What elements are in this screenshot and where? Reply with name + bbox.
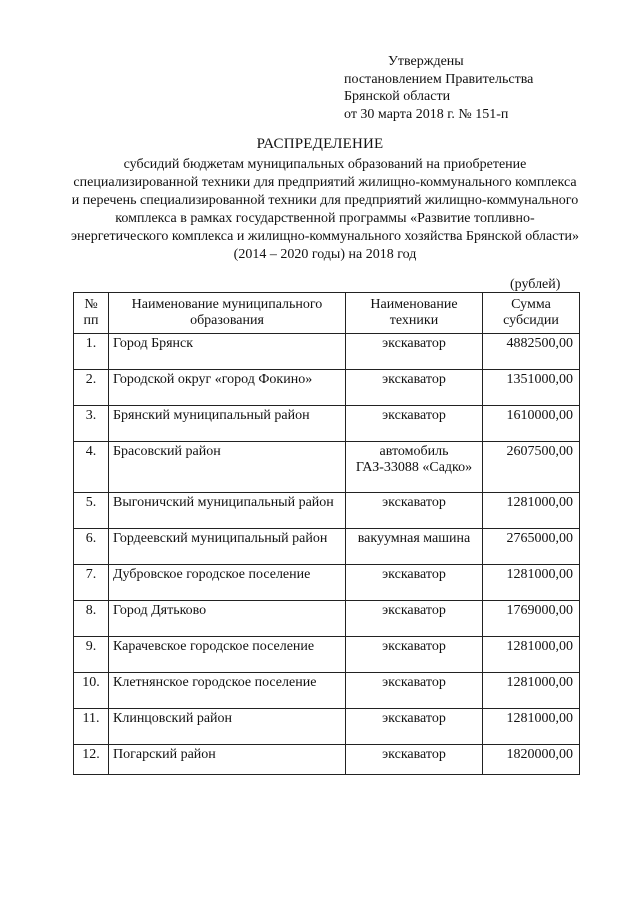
row-equipment: вакуумная машина bbox=[346, 529, 483, 565]
approval-line-date-number: от 30 марта 2018 г. № 151-п bbox=[344, 106, 509, 122]
distribution-table bbox=[73, 292, 580, 775]
row-number: 6. bbox=[74, 529, 109, 565]
table-row bbox=[74, 493, 580, 529]
row-number: 12. bbox=[74, 745, 109, 775]
row-subsidy-amount: 1281000,00 bbox=[483, 673, 580, 709]
row-number: 3. bbox=[74, 406, 109, 442]
table-row bbox=[74, 334, 580, 370]
row-subsidy-amount: 2607500,00 bbox=[483, 442, 580, 493]
row-equipment: экскаватор bbox=[346, 370, 483, 406]
row-municipality: Дубровское городское поселение bbox=[109, 565, 346, 601]
table-row bbox=[74, 601, 580, 637]
row-number: 9. bbox=[74, 637, 109, 673]
row-equipment: экскаватор bbox=[346, 745, 483, 775]
table-row bbox=[74, 745, 580, 775]
row-municipality: Клинцовский район bbox=[109, 709, 346, 745]
table-row bbox=[74, 529, 580, 565]
row-number: 4. bbox=[74, 442, 109, 493]
row-subsidy-amount: 2765000,00 bbox=[483, 529, 580, 565]
document-title: РАСПРЕДЕЛЕНИЕ bbox=[256, 136, 384, 152]
row-equipment: экскаватор bbox=[346, 406, 483, 442]
table-row bbox=[74, 406, 580, 442]
row-municipality: Городской округ «город Фокино» bbox=[109, 370, 346, 406]
row-number: 11. bbox=[74, 709, 109, 745]
row-equipment: экскаватор bbox=[346, 637, 483, 673]
approval-block bbox=[344, 53, 604, 123]
header-municipality: Наименование муниципального образования bbox=[109, 293, 346, 334]
row-subsidy-amount: 1281000,00 bbox=[483, 565, 580, 601]
row-municipality: Город Дятьково bbox=[109, 601, 346, 637]
row-subsidy-amount: 1351000,00 bbox=[483, 370, 580, 406]
approval-line-approved: Утверждены bbox=[388, 54, 464, 69]
row-subsidy-amount: 1281000,00 bbox=[483, 637, 580, 673]
row-municipality: Выгоничский муниципальный район bbox=[109, 493, 346, 529]
table-row bbox=[74, 370, 580, 406]
row-equipment: экскаватор bbox=[346, 565, 483, 601]
row-number: 8. bbox=[74, 601, 109, 637]
table-row bbox=[74, 565, 580, 601]
row-subsidy-amount: 4882500,00 bbox=[483, 334, 580, 370]
row-municipality: Погарский район bbox=[109, 745, 346, 775]
row-equipment: экскаватор bbox=[346, 493, 483, 529]
table-header-row bbox=[74, 293, 580, 334]
row-subsidy-amount: 1610000,00 bbox=[483, 406, 580, 442]
row-equipment: экскаватор bbox=[346, 334, 483, 370]
row-equipment: экскаватор bbox=[346, 709, 483, 745]
row-equipment: автомобиль ГАЗ-33088 «Садко» bbox=[346, 442, 483, 493]
row-municipality: Клетнянское городское поселение bbox=[109, 673, 346, 709]
row-number: 1. bbox=[74, 334, 109, 370]
row-subsidy-amount: 1769000,00 bbox=[483, 601, 580, 637]
header-subsidy-amount: Сумма субсидии bbox=[483, 293, 580, 334]
row-number: 2. bbox=[74, 370, 109, 406]
row-number: 10. bbox=[74, 673, 109, 709]
row-municipality: Брянский муниципальный район bbox=[109, 406, 346, 442]
document-subtitle: субсидий бюджетам муниципальных образований на приобретение специализированной техники для предприятий жилищно-коммунального комплекса и перечень специализированной техники для предприятий жилищно-коммунального комплекса в рамках государственной программы «Развитие топливно-энергетического комплекса и жилищно-коммунального хозяйства Брянской области» (2014 – 2020 годы) на 2018 год bbox=[71, 157, 579, 262]
row-equipment: экскаватор bbox=[346, 673, 483, 709]
row-subsidy-amount: 1820000,00 bbox=[483, 745, 580, 775]
row-number: 7. bbox=[74, 565, 109, 601]
approval-line-region: Брянской области bbox=[344, 89, 451, 104]
row-number: 5. bbox=[74, 493, 109, 529]
row-subsidy-amount: 1281000,00 bbox=[483, 493, 580, 529]
row-equipment: экскаватор bbox=[346, 601, 483, 637]
row-municipality: Город Брянск bbox=[109, 334, 346, 370]
table-row bbox=[74, 637, 580, 673]
row-subsidy-amount: 1281000,00 bbox=[483, 709, 580, 745]
header-equipment: Наименование техники bbox=[346, 293, 483, 334]
header-number: № пп bbox=[74, 293, 109, 334]
approval-line-resolution: постановлением Правительства bbox=[344, 71, 534, 87]
table-row bbox=[74, 673, 580, 709]
row-municipality: Брасовский район bbox=[109, 442, 346, 493]
table-row bbox=[74, 709, 580, 745]
row-municipality: Гордеевский муниципальный район bbox=[109, 529, 346, 565]
row-municipality: Карачевское городское поселение bbox=[109, 637, 346, 673]
currency-unit: (рублей) bbox=[510, 277, 561, 292]
table-row bbox=[74, 442, 580, 493]
